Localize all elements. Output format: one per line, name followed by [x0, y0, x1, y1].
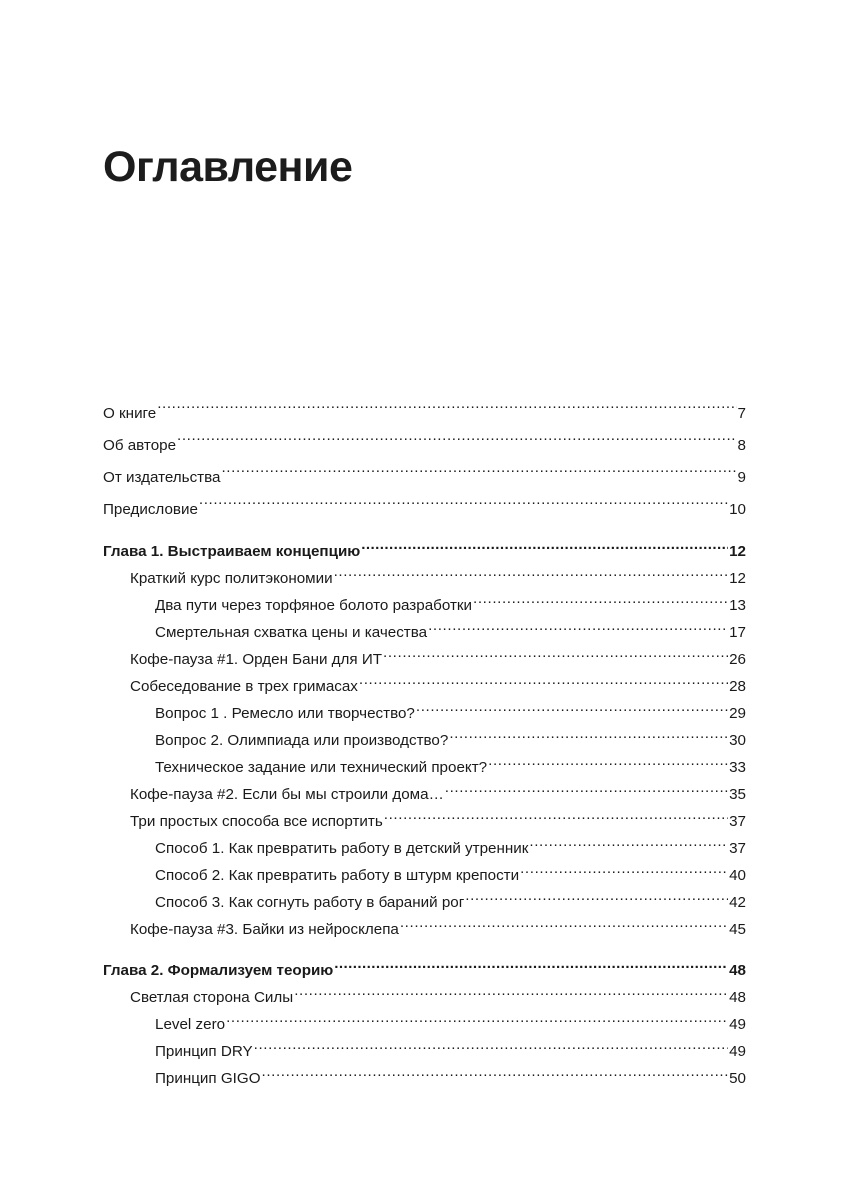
toc-dot-leader	[488, 757, 728, 772]
toc-page-number: 45	[729, 921, 746, 938]
toc-dot-leader	[400, 919, 728, 934]
toc-dot-leader	[262, 1068, 729, 1083]
toc-page-number: 12	[729, 570, 746, 587]
toc-dot-leader	[445, 784, 728, 799]
toc-dot-leader	[383, 649, 728, 664]
toc-page-number: 13	[729, 597, 746, 614]
toc-page-number: 50	[729, 1070, 746, 1087]
toc-entry-label: Предисловие	[103, 501, 198, 518]
toc-entry-label: Два пути через торфяное болото разработки	[155, 597, 473, 614]
toc-entry-label: Вопрос 2. Олимпиада или производство?	[155, 732, 449, 749]
toc-entry[interactable]	[103, 700, 746, 727]
toc-page-number: 29	[729, 705, 746, 722]
toc-entry[interactable]	[103, 984, 746, 1011]
toc-entry[interactable]	[103, 1065, 746, 1092]
toc-entry-label: От издательства	[103, 469, 221, 486]
page-title: Оглавление	[103, 143, 353, 191]
toc-page-number: 48	[729, 962, 746, 979]
toc-dot-leader	[157, 403, 736, 418]
toc-page-number: 35	[729, 786, 746, 803]
toc-entry-label: Светлая сторона Силы	[130, 989, 294, 1006]
toc-entry-label: Техническое задание или технический проект?	[155, 759, 488, 776]
toc-entry[interactable]	[103, 1038, 746, 1065]
toc-dot-leader	[177, 435, 737, 450]
toc-page-number: 40	[729, 867, 746, 884]
toc-page-number: 49	[729, 1016, 746, 1033]
toc-dot-leader	[416, 703, 728, 718]
toc-entry[interactable]	[103, 398, 746, 430]
toc-chapter-entry[interactable]	[103, 957, 746, 984]
toc-entry-label: Способ 1. Как превратить работу в детский утренник	[155, 840, 529, 857]
toc-dot-leader	[359, 676, 728, 691]
toc-dot-leader	[465, 892, 728, 907]
toc-page-number: 12	[729, 543, 746, 560]
toc-entry-label: Кофе-пауза #2. Если бы мы строили дома…	[130, 786, 444, 803]
toc-page-number: 48	[729, 989, 746, 1006]
toc-dot-leader	[334, 568, 729, 583]
toc-entry-label: Вопрос 1 . Ремесло или творчество?	[155, 705, 415, 722]
toc-page-number: 7	[737, 405, 746, 422]
toc-entry[interactable]	[103, 565, 746, 592]
toc-entry-label: Способ 3. Как согнуть работу в бараний рог	[155, 894, 465, 911]
toc-dot-leader	[254, 1041, 728, 1056]
toc-entry[interactable]	[103, 646, 746, 673]
toc-page-number: 10	[729, 501, 746, 518]
toc-page-number: 42	[729, 894, 746, 911]
toc-entry[interactable]	[103, 916, 746, 943]
toc-page-number: 8	[737, 437, 746, 454]
toc-entry[interactable]	[103, 494, 746, 526]
toc-entry[interactable]	[103, 462, 746, 494]
toc-dot-leader	[449, 730, 728, 745]
toc-entry[interactable]	[103, 781, 746, 808]
toc-entry-label: Краткий курс политэкономии	[130, 570, 333, 587]
toc-chapter-entry[interactable]	[103, 538, 746, 565]
toc-entry-label: Принцип GIGO	[155, 1070, 261, 1087]
toc-entry-label: Смертельная схватка цены и качества	[155, 624, 428, 641]
toc-dot-leader	[199, 499, 728, 514]
toc-page-number: 33	[729, 759, 746, 776]
toc-entry[interactable]	[103, 619, 746, 646]
toc-entry[interactable]	[103, 754, 746, 781]
toc-entry-label: Принцип DRY	[155, 1043, 253, 1060]
toc-entry[interactable]	[103, 727, 746, 754]
toc-entry[interactable]	[103, 592, 746, 619]
toc-entry[interactable]	[103, 835, 746, 862]
toc-entry-label: Level zero	[155, 1016, 226, 1033]
toc-entry-label: Три простых способа все испортить	[130, 813, 383, 830]
toc-page-number: 17	[729, 624, 746, 641]
toc-page-number: 9	[737, 469, 746, 486]
toc-entry[interactable]	[103, 673, 746, 700]
toc-dot-leader	[473, 595, 728, 610]
toc-dot-leader	[428, 622, 728, 637]
toc-entry[interactable]	[103, 1011, 746, 1038]
toc-dot-leader	[361, 541, 728, 556]
table-of-contents	[103, 398, 746, 1092]
toc-dot-leader	[226, 1014, 728, 1029]
toc-entry[interactable]	[103, 862, 746, 889]
toc-entry[interactable]	[103, 889, 746, 916]
toc-entry-label: Кофе-пауза #3. Байки из нейросклепа	[130, 921, 399, 938]
toc-page-number: 37	[729, 813, 746, 830]
toc-dot-leader	[520, 865, 728, 880]
toc-entry-label: Глава 2. Формализуем теорию	[103, 962, 334, 979]
toc-page-number: 28	[729, 678, 746, 695]
toc-entry-label: Способ 2. Как превратить работу в штурм крепости	[155, 867, 520, 884]
toc-dot-leader	[334, 960, 728, 975]
toc-entry-label: О книге	[103, 405, 157, 422]
toc-entry-label: Собеседование в трех гримасах	[130, 678, 358, 695]
toc-entry-label: Об авторе	[103, 437, 177, 454]
toc-page-number: 49	[729, 1043, 746, 1060]
toc-entry[interactable]	[103, 430, 746, 462]
toc-entry-label: Кофе-пауза #1. Орден Бани для ИТ	[130, 651, 383, 668]
toc-dot-leader	[384, 811, 728, 826]
toc-dot-leader	[294, 987, 728, 1002]
toc-page-number: 30	[729, 732, 746, 749]
toc-page-number: 26	[729, 651, 746, 668]
toc-entry[interactable]	[103, 808, 746, 835]
toc-entry-label: Глава 1. Выстраиваем концепцию	[103, 543, 361, 560]
toc-dot-leader	[221, 467, 736, 482]
toc-page-number: 37	[729, 840, 746, 857]
toc-dot-leader	[529, 838, 728, 853]
